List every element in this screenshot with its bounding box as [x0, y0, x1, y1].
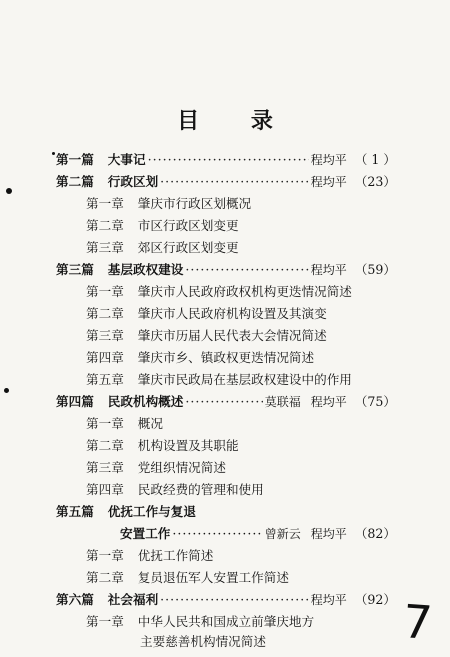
leader-dots [148, 150, 309, 170]
toc-chapter[interactable] [86, 370, 352, 390]
toc-chapter[interactable] [86, 568, 289, 588]
chapter-label: 第一章 [86, 614, 124, 629]
leader-dots [160, 590, 309, 610]
chapter-label: 第二章 [86, 306, 124, 321]
chapter-name: 中华人民共和国成立前肇庆地方 [137, 614, 315, 629]
chapter-label: 第二章 [86, 438, 124, 453]
chapter-label: 第一章 [86, 284, 124, 299]
toc-part[interactable] [56, 260, 396, 280]
chapter-name: 民政经费的管理和使用 [137, 482, 264, 497]
part-author: 程均平 [310, 527, 347, 541]
part-author: 程均平 [310, 263, 347, 277]
part-author: 曾新云 [264, 527, 301, 541]
toc-chapter[interactable] [86, 282, 352, 302]
toc-part[interactable] [56, 150, 396, 170]
chapter-name: 肇庆市行政区划概况 [137, 196, 252, 211]
part-author: 程均平 [310, 175, 347, 189]
part-author: 莫联福 [264, 395, 301, 409]
leader-dots [160, 172, 309, 192]
part-label: 第五篇 [56, 504, 94, 519]
toc-chapter-continued [140, 632, 266, 652]
part-page: （82） [354, 526, 396, 541]
part-page: （92） [354, 592, 396, 607]
toc-chapter[interactable] [86, 480, 264, 500]
scan-speck [4, 388, 9, 393]
chapter-label: 第二章 [86, 570, 124, 585]
chapter-name: 肇庆市人民政府机构设置及其演变 [137, 306, 327, 321]
chapter-name: 市区行政区划变更 [137, 218, 239, 233]
part-page: （23） [354, 174, 396, 189]
chapter-label: 第三章 [86, 460, 124, 475]
chapter-name: 肇庆市乡、镇政权更迭情况简述 [137, 350, 315, 365]
part-page: （ 1 ） [354, 152, 396, 167]
chapter-label: 第三章 [86, 240, 124, 255]
part-page: （59） [354, 262, 396, 277]
chapter-label: 第四章 [86, 482, 124, 497]
chapter-label: 第三章 [86, 328, 124, 343]
part-author: 程均平 [310, 593, 347, 607]
part-page: （75） [354, 394, 396, 409]
part-label: 第四篇 [56, 394, 94, 409]
toc-part[interactable] [56, 172, 396, 192]
scan-speck [6, 188, 12, 194]
toc-chapter[interactable] [86, 436, 239, 456]
chapter-name: 复员退伍军人安置工作简述 [137, 570, 289, 585]
chapter-name-continued: 主要慈善机构情况简述 [140, 634, 266, 649]
chapter-name: 肇庆市人民政府政权机构更迭情况简述 [137, 284, 352, 299]
chapter-label: 第四章 [86, 350, 124, 365]
handwritten-page-number: 7 [400, 594, 434, 650]
toc-chapter[interactable] [86, 612, 314, 632]
chapter-label: 第一章 [86, 548, 124, 563]
chapter-name: 优抚工作简述 [137, 548, 214, 563]
chapter-name: 概况 [137, 416, 163, 431]
toc-part[interactable] [56, 502, 396, 522]
chapter-label: 第五章 [86, 372, 124, 387]
chapter-name: 郊区行政区划变更 [137, 240, 239, 255]
chapter-name: 机构设置及其职能 [137, 438, 239, 453]
part-author: 程均平 [310, 395, 347, 409]
part-name: 大事记 [107, 152, 146, 167]
toc-chapter[interactable] [86, 458, 226, 478]
page-title: 目 录 [177, 108, 295, 134]
chapter-name: 党组织情况简述 [137, 460, 226, 475]
toc-chapter[interactable] [86, 348, 314, 368]
toc-chapter[interactable] [86, 238, 239, 258]
scan-speck [52, 152, 55, 155]
toc-chapter[interactable] [86, 194, 251, 214]
toc-chapter[interactable] [86, 326, 327, 346]
leader-dots [185, 392, 262, 412]
chapter-name: 肇庆市民政局在基层政权建设中的作用 [137, 372, 352, 387]
chapter-name: 肇庆市历届人民代表大会情况简述 [137, 328, 327, 343]
part-label: 第一篇 [56, 152, 94, 167]
part-name-continued: 安置工作 [120, 526, 171, 541]
toc-chapter[interactable] [86, 546, 213, 566]
leader-dots [185, 260, 308, 280]
part-label: 第六篇 [56, 592, 94, 607]
chapter-label: 第一章 [86, 196, 124, 211]
toc-chapter[interactable] [86, 414, 163, 434]
part-author: 程均平 [310, 153, 347, 167]
part-name: 民政机构概述 [107, 394, 184, 409]
chapter-label: 第二章 [86, 218, 124, 233]
toc-part[interactable] [56, 590, 396, 610]
toc-chapter[interactable] [86, 216, 239, 236]
part-label: 第二篇 [56, 174, 94, 189]
toc-part-continued[interactable] [120, 524, 396, 544]
chapter-label: 第一章 [86, 416, 124, 431]
toc-part[interactable] [56, 392, 396, 412]
part-name: 基层政权建设 [107, 262, 184, 277]
part-name: 行政区划 [107, 174, 159, 189]
toc-chapter[interactable] [86, 304, 327, 324]
leader-dots [172, 524, 262, 544]
part-name: 社会福利 [107, 592, 159, 607]
part-name: 优抚工作与复退 [107, 504, 196, 519]
part-label: 第三篇 [56, 262, 94, 277]
